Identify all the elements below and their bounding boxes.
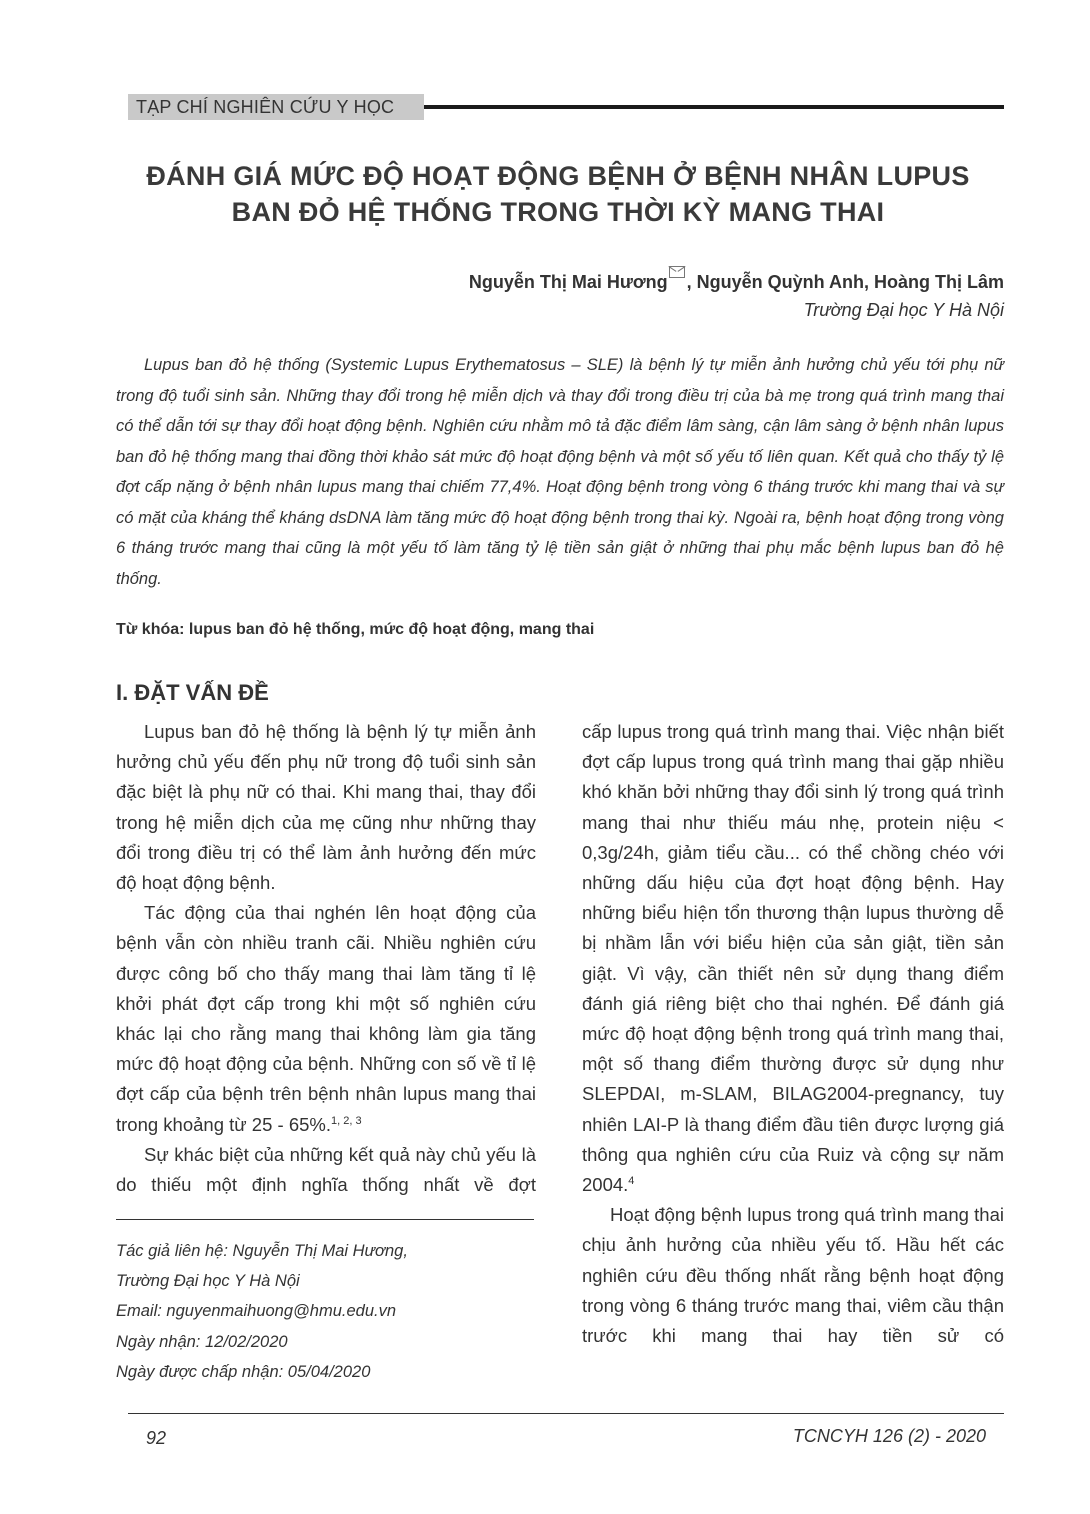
footnote-accepted: Ngày được chấp nhận: 05/04/2020	[116, 1362, 371, 1381]
paragraph	[582, 717, 1004, 1200]
footnote-divider	[116, 1219, 534, 1220]
title-line-2: BAN ĐỎ HỆ THỐNG TRONG THỜI KỲ MANG THAI	[231, 197, 885, 227]
paragraph: Hoạt động bệnh lupus trong quá trình mang thai chịu ảnh hưởng của nhiều yếu tố. Hầu hết các nghiên cứu đều thống nhất rằng bệnh hoạt động trong vòng 6 tháng trước mang thai, viêm cầu thận trước khi mang thai hay tiền sử có	[582, 1204, 1004, 1347]
footnote-email: Email: nguyenmaihuong@hmu.edu.vn	[116, 1302, 397, 1321]
section-heading: I. ĐẶT VẤN ĐỀ	[116, 680, 269, 705]
journal-name: TẠP CHÍ NGHIÊN CỨU Y HỌC	[128, 94, 424, 120]
header-rule	[424, 105, 1004, 109]
author-list	[469, 266, 1004, 293]
paragraph-text: Tác động của thai nghén lên hoạt động của bệnh vẫn còn nhiều tranh cãi. Nhiều nghiên cứu được công bố cho thấy mang thai làm tăng tỉ lệ khởi phát đợt cấp trong khi một số nghiên cứu khác lại cho rằng mang thai không làm gia tăng mức độ hoạt động của bệnh. Những con số về tỉ lệ đợt cấp của bệnh trên bệnh nhân lupus mang thai trong khoảng từ 25 - 65%.	[116, 902, 536, 1135]
citation-ref: 1, 2, 3	[331, 1114, 362, 1127]
author-1: Nguyễn Thị Mai Hương	[468, 272, 668, 292]
envelope-icon	[669, 266, 685, 278]
footnote-received: Ngày nhận: 12/02/2020	[116, 1332, 288, 1351]
abstract: Lupus ban đỏ hệ thống (Systemic Lupus Erythematosus – SLE) là bệnh lý tự miễn ảnh hưởng chủ yếu tới phụ nữ trong độ tuổi sinh sản. Những thay đổi trong hệ miễn dịch và thay đổi trong điều trị của bà mẹ trong quá trình mang thai có thể dẫn tới sự thay đổi hoạt động bệnh. Nghiên cứu nhằm mô tả đặc điểm lâm sàng, cận lâm sàng ở bệnh nhân lupus ban đỏ hệ thống mang thai đồng thời khảo sát mức độ hoạt động bệnh và một số yếu tố liên quan. Kết quả cho thấy tỷ lệ đợt cấp nặng ở bệnh nhân lupus mang thai chiếm 77,4%. Hoạt động bệnh trong vòng 6 tháng trước khi mang thai và sự có mặt của kháng thể kháng dsDNA làm tăng mức độ hoạt động bệnh trong thai kỳ. Ngoài ra, bệnh hoạt động trong vòng 6 tháng trước mang thai cũng là một yếu tố làm tăng tỷ lệ tiền sản giật ở những thai phụ mắc bệnh lupus ban đỏ hệ thống.	[116, 356, 1004, 588]
body-column-right	[582, 717, 1004, 1351]
paragraph: Sự khác biệt của những kết quả này chủ yếu là do thiếu một định nghĩa thống nhất về đợt	[116, 1143, 536, 1196]
paragraph	[116, 898, 536, 1140]
citation-ref: 4	[628, 1175, 635, 1188]
footer-rule	[128, 1413, 1004, 1414]
page-number: 92	[146, 1428, 167, 1448]
title-line-1: ĐÁNH GIÁ MỨC ĐỘ HOẠT ĐỘNG BỆNH Ở BỆNH NHÂN LUPUS	[146, 161, 970, 191]
journal-reference: TCNCYH 126 (2) - 2020	[792, 1426, 986, 1446]
author-others: , Nguyễn Quỳnh Anh, Hoàng Thị Lâm	[686, 272, 1004, 292]
footnotes	[116, 1236, 408, 1387]
journal-header	[128, 94, 1004, 120]
footnote-contact: Tác giả liên hệ: Nguyễn Thị Mai Hương,	[116, 1242, 408, 1260]
paragraph: Lupus ban đỏ hệ thống là bệnh lý tự miễn ảnh hưởng chủ yếu đến phụ nữ trong độ tuổi sinh sản đặc biệt là phụ nữ có thai. Khi mang thai, thay đổi trong hệ miễn dịch của mẹ cũng như những thay đổi trong điều trị có thể làm ảnh hưởng đến mức độ hoạt động bệnh.	[116, 721, 536, 894]
article-title	[100, 158, 1016, 230]
paragraph-text: cấp lupus trong quá trình mang thai. Việc nhận biết đợt cấp lupus trong quá trình mang thai gặp nhiều khó khăn bởi những thay đổi sinh lý trong quá trình mang thai như thiếu máu nhẹ, protein niệu < 0,3g/24h, giảm tiểu cầu... có thể chồng chéo với những dấu hiệu của đợt hoạt động bệnh. Hay những biểu hiện tổn thương thận lupus thường dễ bị nhầm lẫn với biểu hiện của sản giật, tiền sản giật. Vì vậy, cần thiết nên sử dụng thang điểm đánh giá riêng biệt cho thai nghén. Để đánh giá mức độ hoạt động bệnh trong quá trình mang thai, một số thang điểm thường được sử dụng như SLEPDAI, m-SLAM, BILAG2004-pregnancy, tuy nhiên LAI-P là thang điểm đầu tiên được lượng giá thông qua nghiên cứu của Ruiz và cộng sự năm 2004.	[582, 721, 1004, 1196]
body-column-left	[116, 717, 536, 1200]
affiliation: Trường Đại học Y Hà Nội	[803, 300, 1004, 320]
keywords: Từ khóa: lupus ban đỏ hệ thống, mức độ hoạt động, mang thai	[116, 621, 595, 638]
footnote-institution: Trường Đại học Y Hà Nội	[116, 1272, 300, 1291]
